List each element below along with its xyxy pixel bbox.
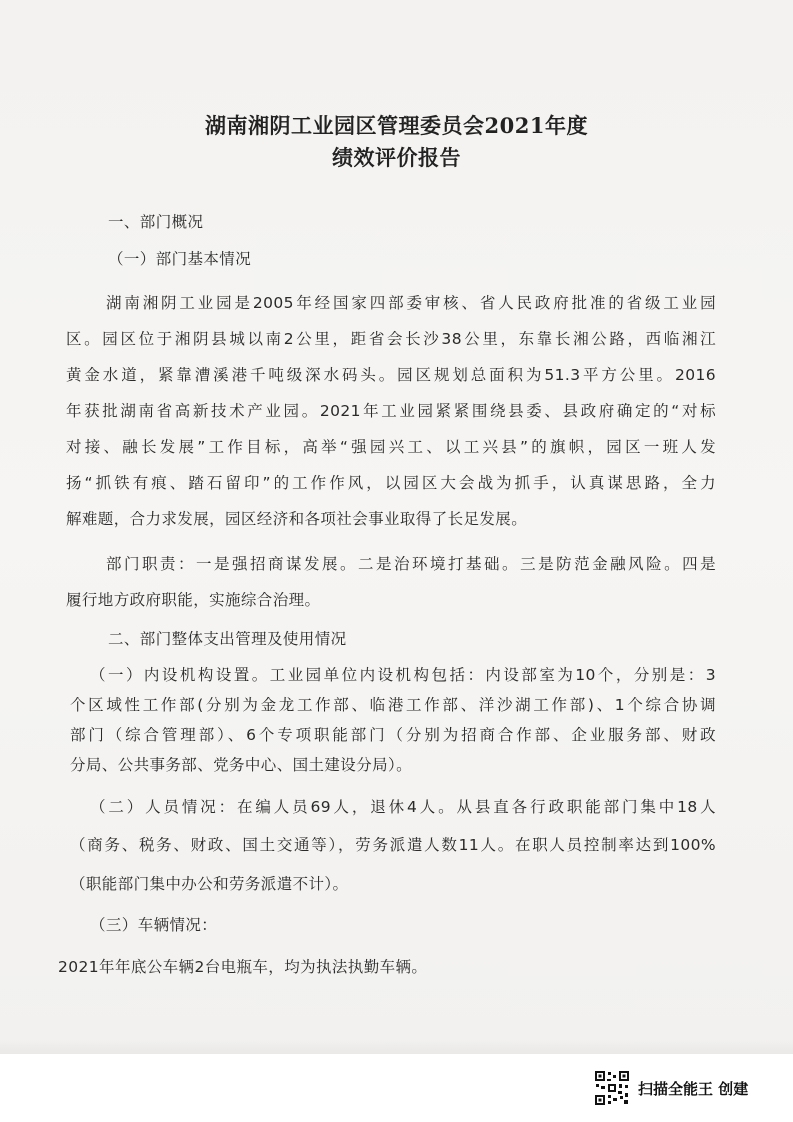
paragraph-line: 部门（综合管理部）、6个专项职能部门（分别为招商合作部、企业服务部、财政 [70,726,716,744]
paragraph-line: 解难题，合力求发展，园区经济和各项社会事业取得了长足发展。 [66,510,528,528]
paragraph-line: 个区域性工作部(分别为金龙工作部、临港工作部、洋沙湖工作部)、1个综合协调 [70,696,716,714]
paragraph-line: （商务、税务、财政、国土交通等），劳务派遣人数11人。在职人员控制率达到100% [70,836,716,854]
paragraph-line: 区。园区位于湘阴县城以南2公里，距省会长沙38公里，东靠长湘公路，西临湘江 [66,330,716,348]
scanner-app-credit-text: 扫描全能王 创建 [638,1079,749,1098]
paragraph-line: 2021年年底公车辆2台电瓶车，均为执法执勤车辆。 [58,958,428,976]
paragraph-line: 履行地方政府职能，实施综合治理。 [66,591,321,609]
paragraph-line: （一）内设机构设置。工业园单位内设机构包括：内设部室为10个，分别是：3 [90,666,716,684]
paragraph-line: （二）人员情况：在编人员69人，退休4人。从县直各行政职能部门集中18人 [90,798,716,816]
scanner-app-credit [594,1068,748,1108]
heading-subsection-1-1: （一）部门基本情况 [108,250,252,268]
paragraph-line: 湖南湘阴工业园是2005年经国家四部委审核、省人民政府批准的省级工业园 [106,294,716,312]
report-title-line-1: 湖南湘阴工业园区管理委员会2021年度 [205,113,588,138]
sheet-edge-shadow [0,1040,793,1054]
paragraph-line: 对接、融长发展”工作目标，高举“强园兴工、以工兴县”的旗帜，园区一班人发 [66,438,716,456]
paragraph-line: 年获批湖南省高新技术产业园。2021年工业园紧紧围绕县委、县政府确定的“对标 [66,402,716,420]
paragraph-line: 黄金水道，紧靠漕溪港千吨级深水码头。园区规划总面积为51.3平方公里。2016 [66,366,716,384]
heading-section-1: 一、部门概况 [108,213,204,231]
heading-section-2: 二、部门整体支出管理及使用情况 [108,630,347,648]
heading-subsection-2-3: （三）车辆情况： [90,916,218,934]
paragraph-line: 分局、公共事务部、党务中心、国土建设分局）。 [70,756,413,774]
paragraph-line: 部门职责：一是强招商谋发展。二是治环境打基础。三是防范金融风险。四是 [106,555,716,573]
qr-code-icon [594,1070,630,1106]
paragraph-line: 扬“抓铁有痕、踏石留印”的工作作风，以园区大会战为抓手，认真谋思路，全力 [66,474,716,492]
report-title-line-2: 绩效评价报告 [332,145,461,170]
paragraph-line: （职能部门集中办公和劳务派遣不计）。 [70,875,349,893]
